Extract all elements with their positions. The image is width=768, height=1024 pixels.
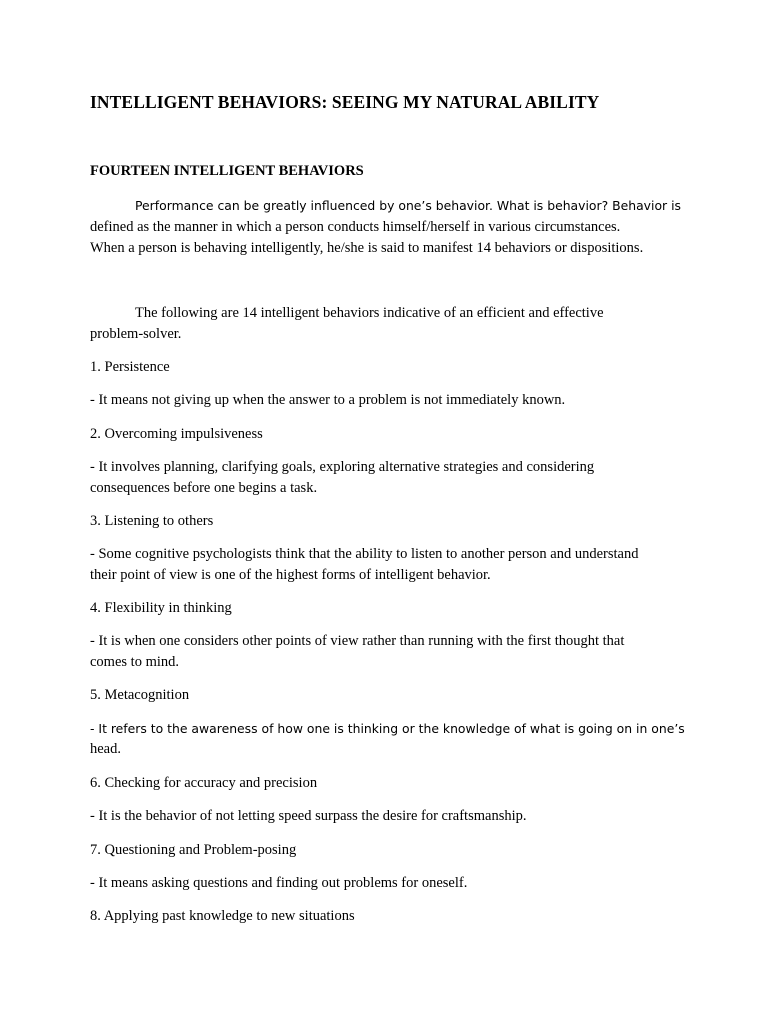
section-heading: FOURTEEN INTELLIGENT BEHAVIORS — [90, 163, 364, 179]
list-item-description: - It means not giving up when the answer to a problem is not immediately known. — [90, 392, 566, 408]
following-line-2: problem-solver. — [90, 326, 182, 342]
list-item-description: - It is when one considers other points of view rather than running with the first thought that comes to mind. — [90, 633, 625, 670]
following-line-1: The following are 14 intelligent behaviors indicative of an efficient and effective — [135, 305, 604, 321]
list-item-heading: 4. Flexibility in thinking — [90, 600, 232, 616]
list-item-heading: 6. Checking for accuracy and precision — [90, 775, 318, 791]
document-title: INTELLIGENT BEHAVIORS: SEEING MY NATURAL ABILITY — [90, 92, 600, 112]
list-item-heading: 2. Overcoming impulsiveness — [90, 426, 263, 442]
list-item-description: - It involves planning, clarifying goals, exploring alternative strategies and considering consequences before one begins a task. — [90, 459, 595, 496]
list-item-heading: 8. Applying past knowledge to new situations — [90, 908, 355, 924]
list-item-heading: 1. Persistence — [90, 359, 170, 375]
intro-paragraph — [90, 195, 680, 259]
list-item-heading: 7. Questioning and Problem-posing — [90, 842, 297, 858]
list-item-description: - Some cognitive psychologists think that the ability to listen to another person and understand their point of view is one of the highest forms of intelligent behavior. — [90, 546, 639, 583]
intro-line-1: Performance can be greatly influenced by one’s behavior. What is behavior? Behavior is — [135, 198, 681, 213]
list-item-heading: 3. Listening to others — [90, 513, 214, 529]
list-item-heading: 5. Metacognition — [90, 687, 190, 703]
list-item-description: - It refers to the awareness of how one is thinking or the knowledge of what is going on in one’s head. — [90, 721, 685, 757]
intro-line-2: defined as the manner in which a person conducts himself/herself in various circumstances. — [90, 219, 621, 235]
following-paragraph — [90, 303, 680, 345]
list-item-description: - It is the behavior of not letting speed surpass the desire for craftsmanship. — [90, 808, 527, 824]
intro-line-3: When a person is behaving intelligently, he/she is said to manifest 14 behaviors or dispositions. — [90, 240, 644, 256]
list-item-description: - It means asking questions and finding out problems for oneself. — [90, 875, 468, 891]
